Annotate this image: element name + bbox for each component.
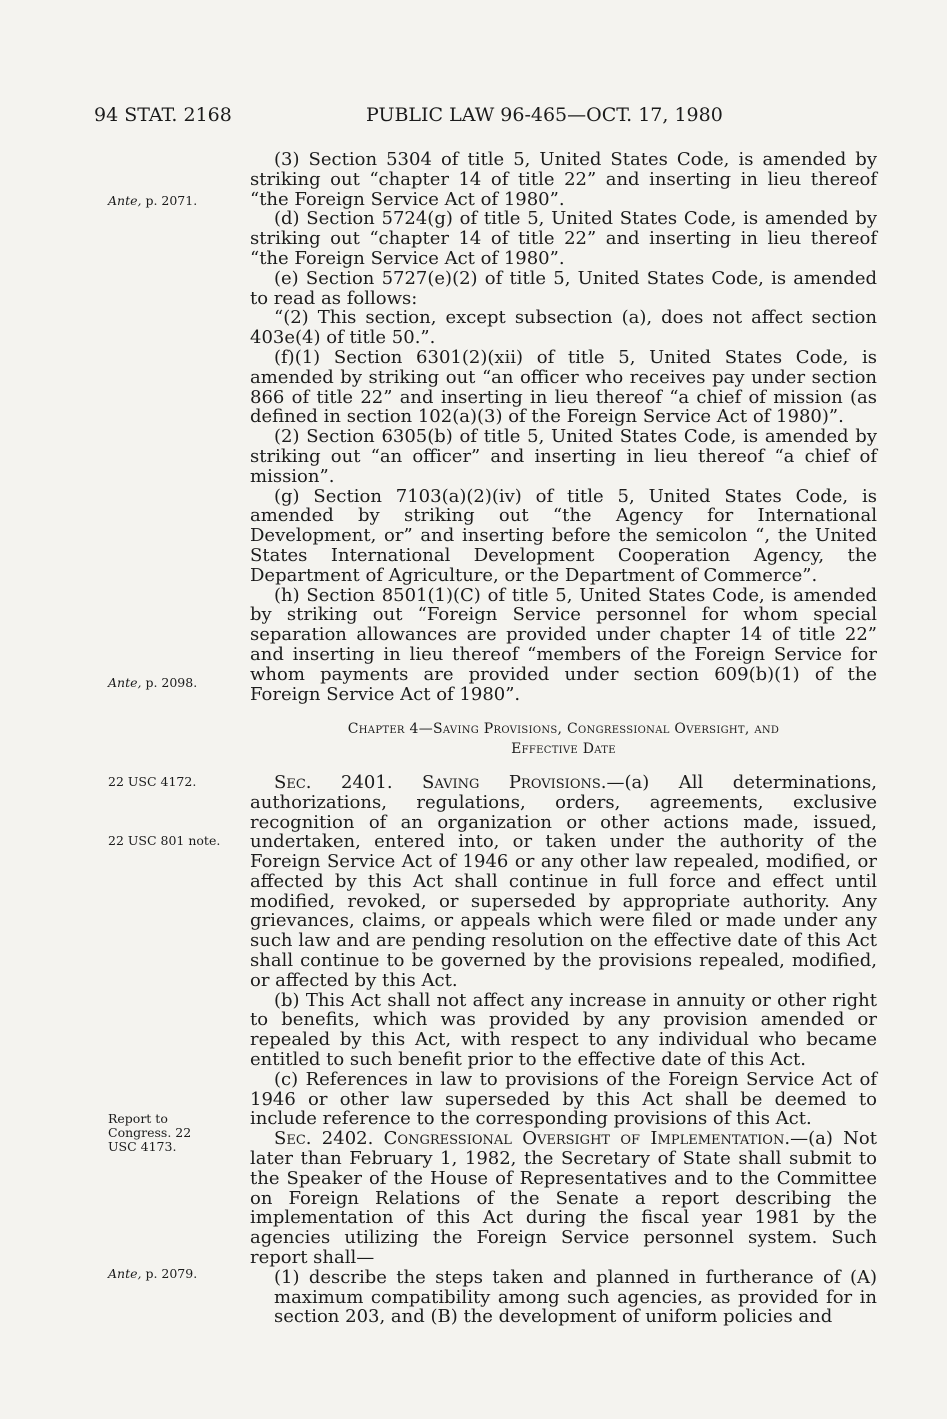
section-2402-heading: Sec. 2402. Congressional Oversight of Implementation. [274, 1128, 791, 1150]
paragraph-section-8501: (h) Section 8501(1)(C) of title 5, United States Code, is amended by striking out “Foreign Service personnel for whom special separation allowances are provided under chapter 14 of title 22” and inserting in lieu thereof “members of the Foreign Service for whom payments are provided under section 609(b)(1) of the Foreign Service Act of 1980”. [250, 584, 877, 705]
margin-note-ante-2071 [108, 194, 248, 208]
margin-note-text: 22 USC 4172. [108, 774, 197, 789]
margin-note-ante-2098 [108, 676, 248, 690]
margin-note-italic: Ante, [108, 1266, 142, 1281]
margin-note-text: p. 2071. [141, 193, 198, 208]
margin-note-text: 22 USC 801 note. [108, 833, 221, 848]
margin-note-italic: Ante, [108, 675, 142, 690]
paragraph-sec-2401-b: (b) This Act shall not affect any increase in annuity or other right to benefits, which was provided by any provision amended or repealed by this Act, with respect to any individual who became entitled to such benefit prior to the effective date of this Act. [250, 989, 877, 1071]
paragraph-section-5724: (d) Section 5724(g) of title 5, United States Code, is amended by striking out “chapter 14 of title 22” and inserting in lieu thereof “the Foreign Service Act of 1980”. [250, 208, 877, 269]
paragraph-section-6305: (2) Section 6305(b) of title 5, United States Code, is amended by striking out “an officer” and inserting in lieu thereof “a chief of mission”. [250, 426, 877, 487]
paragraph-sec-2401 [250, 773, 877, 991]
section-2401-heading: Sec. 2401. Saving Provisions. [274, 771, 607, 793]
section-2401-text: —(a) All determinations, authorizations, regulations, orders, agreements, exclusive recognition of an organization or other actions made, issued, undertaken, entered into, or taken under the authority of the Foreign Service Act of 1946 or any other law repealed, modified, or affected by this Act shall continue in full force and effect until modified, revoked, or superseded by appropriate authority. Any grievances, claims, or appeals which were filed or made under any such law and are pending resolution on the effective date of this Act shall continue to be governed by the provisions repealed, modified, or affected by this Act. [250, 771, 877, 991]
margin-note-report-to-congress [108, 1112, 208, 1154]
margin-note-text: p. 2098. [141, 675, 198, 690]
paragraph-section-5727-quote: “(2) This section, except subsection (a), does not affect section 403e(4) of title 50.”. [250, 307, 877, 349]
paragraph-section-5304: (3) Section 5304 of title 5, United States Code, is amended by striking out “chapter 14 of title 22” and inserting in lieu thereof “the Foreign Service Act of 1980”. [250, 149, 877, 210]
body-text-column [250, 150, 877, 1327]
margin-note-ante-2079 [108, 1267, 248, 1281]
page-header [94, 104, 834, 134]
margin-note-italic: Ante, [108, 193, 142, 208]
section-2402-text: —(a) Not later than February 1, 1982, the Secretary of State shall submit to the Speaker of the House of Representatives and to the Committee on Foreign Relations of the Senate a report describing the implementation of this Act during the fiscal year 1981 by the agencies utilizing the Foreign Service personnel system. Such report shall— [250, 1128, 877, 1269]
statute-page-number: 94 STAT. 2168 [94, 104, 232, 126]
paragraph-section-6301: (f)(1) Section 6301(2)(xii) of title 5, United States Code, is amended by striking out “an officer who receives pay under section 866 of title 22” and inserting in lieu thereof “a chief of mission (as defined in section 102(a)(3) of the Foreign Service Act of 1980)”. [250, 346, 877, 428]
paragraph-sec-2401-c: (c) References in law to provisions of the Foreign Service Act of 1946 or other law superseded by this Act shall be deemed to include reference to the corresponding provisions of this Act. [250, 1068, 877, 1130]
chapter-4-heading [250, 720, 877, 760]
paragraph-section-7103: (g) Section 7103(a)(2)(iv) of title 5, United States Code, is amended by striking out “the Agency for International Development, or” and inserting before the semicolon “, the United States International Development Cooperation Agency, the Department of Agriculture, or the Department of Commerce”. [250, 485, 877, 586]
paragraph-sec-2402-1: (1) describe the steps taken and planned in furtherance of (A) maximum compatibility among such agencies, as provided for in section 203, and (B) the development of uniform policies and [274, 1266, 877, 1328]
paragraph-section-5727: (e) Section 5727(e)(2) of title 5, United States Code, is amended to read as follows: [250, 267, 877, 309]
margin-note-text: Report to Congress. 22 USC 4173. [108, 1111, 192, 1154]
margin-note-usc-801 [108, 834, 248, 848]
public-law-title: PUBLIC LAW 96-465—OCT. 17, 1980 [366, 104, 723, 126]
chapter-heading-line-1: Chapter 4—Saving Provisions, Congressional Oversight, and [347, 721, 780, 738]
paragraph-sec-2402 [250, 1129, 877, 1268]
margin-note-text: p. 2079. [141, 1266, 198, 1281]
chapter-heading-line-2: Effective Date [511, 741, 616, 758]
margin-note-usc-4172 [108, 775, 248, 789]
